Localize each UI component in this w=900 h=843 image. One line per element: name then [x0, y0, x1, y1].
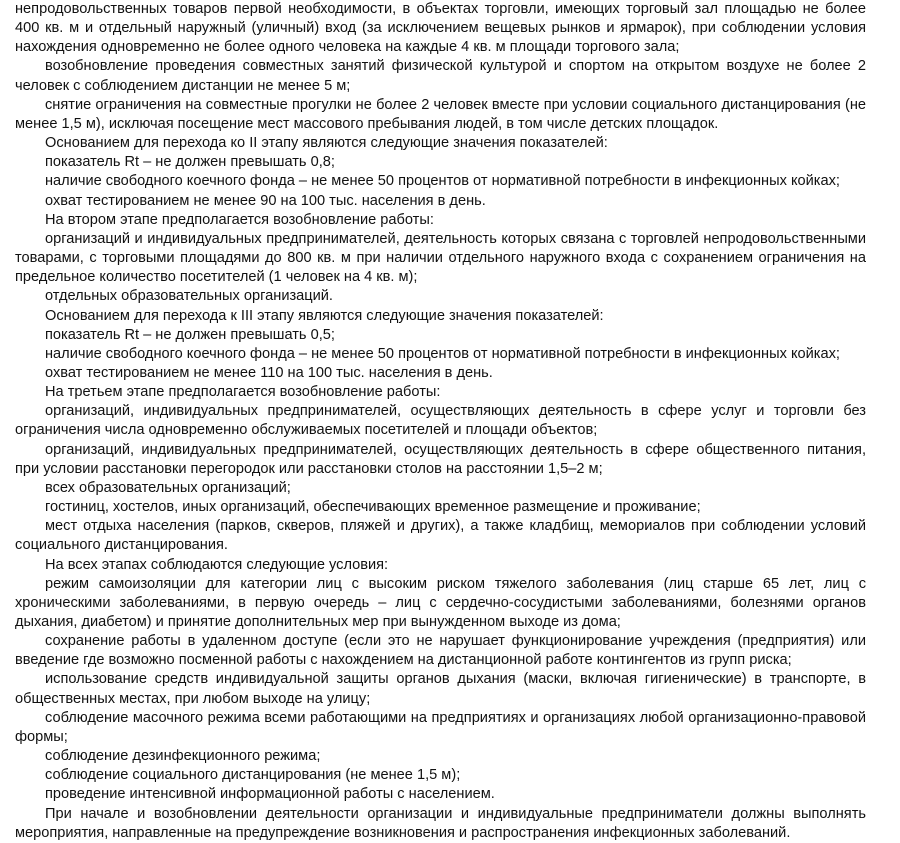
- paragraph-stage2-beds: наличие свободного коечного фонда – не менее 50 процентов от нормативной потребности в инфекционных койках;: [45, 173, 840, 190]
- paragraph-information-work: проведение интенсивной информационной работы с населением.: [45, 786, 495, 803]
- paragraph-disinfection: соблюдение дезинфекционного режима;: [45, 748, 321, 765]
- paragraph-stage3-testing: охват тестированием не менее 110 на 100 тыс. населения в день.: [45, 364, 493, 381]
- paragraph-stage3-education: всех образовательных организаций;: [45, 479, 291, 496]
- paragraph-mask-regime: соблюдение масочного режима всеми работающими на предприятиях и организациях любой организационно-правовой формы;: [15, 709, 866, 745]
- paragraph-social-distancing: соблюдение социального дистанцирования (не менее 1,5 м);: [45, 767, 461, 784]
- document-page: [15, 0, 866, 843]
- paragraph-all-stages-heading: На всех этапах соблюдаются следующие условия:: [45, 556, 389, 573]
- paragraph-stage2-retail: организаций и индивидуальных предпринимателей, деятельность которых связана с торговлей непродовольственными товарами, с торговыми площадями до 800 кв. м при наличии отдельного наружного входа с сохранением ограничения на предельное количество посетителей (1 человек на 4 кв. м);: [15, 230, 866, 286]
- paragraph-ppe: использование средств индивидуальной защиты органов дыхания (маски, включая гигиенические) в транспорте, в общественных местах, при любом выходе на улицу;: [15, 671, 866, 707]
- paragraph-remote-work: сохранение работы в удаленном доступе (если это не нарушает функционирование учреждения (предприятия) или введение где возможно посменной работы с нахождением на дистанционной работе контингентов из групп риска;: [15, 633, 866, 669]
- paragraph-stage3-beds: наличие свободного коечного фонда – не менее 50 процентов от нормативной потребности в инфекционных койках;: [45, 345, 840, 362]
- paragraph-stage3-recreation: мест отдыха населения (парков, скверов, пляжей и других), а также кладбищ, мемориалов при соблюдении условий социального дистанцирования.: [15, 518, 866, 554]
- paragraph-sports: возобновление проведения совместных занятий физической культурой и спортом на открытом воздухе не более 2 человек с соблюдением дистанции не менее 5 м;: [15, 58, 866, 94]
- paragraph-stage2-education: отдельных образовательных организаций.: [45, 288, 333, 305]
- paragraph-walks: снятие ограничения на совместные прогулки не более 2 человек вместе при условии социального дистанцирования (не менее 1,5 м), исключая посещение мест массового пребывания людей, в том числе детских площадок.: [15, 96, 866, 132]
- paragraph-stage3-catering: организаций, индивидуальных предпринимателей, осуществляющих деятельность в сфере общественного питания, при условии расстановки перегородок или расстановки столов на расстоянии 1,5–2 м;: [15, 441, 866, 477]
- paragraph-stage2-basis: Основанием для перехода ко II этапу являются следующие значения показателей:: [45, 135, 608, 152]
- paragraph-stage2-heading: На втором этапе предполагается возобновление работы:: [45, 211, 434, 228]
- paragraph-prevention-measures: При начале и возобновлении деятельности организации и индивидуальные предприниматели должны выполнять мероприятия, направленные на предупреждение возникновения и распространения инфекционных заболеваний.: [15, 805, 866, 841]
- paragraph-stage3-heading: На третьем этапе предполагается возобновление работы:: [45, 384, 441, 401]
- paragraph-retail-continuation: непродовольственных товаров первой необходимости, в объектах торговли, имеющих торговый зал площадью не более 400 кв. м и отдельный наружный (уличный) вход (за исключением вещевых рынков и ярмарок), при соблюдении условия нахождения одновременно не более одного человека на каждые 4 кв. м площади торгового зала;: [15, 1, 866, 56]
- paragraph-self-isolation: режим самоизоляции для категории лиц с высоким риском тяжелого заболевания (лиц старше 65 лет, лиц с хроническими заболеваниями, в первую очередь – лиц с сердечно-сосудистыми заболеваниями, болезнями органов дыхания, диабетом) и принятие дополнительных мер при вынужденном выходе из дома;: [15, 575, 866, 630]
- paragraph-stage3-basis: Основанием для перехода к III этапу являются следующие значения показателей:: [45, 307, 604, 324]
- paragraph-stage2-rt: показатель Rt – не должен превышать 0,8;: [45, 154, 335, 171]
- paragraph-stage3-rt: показатель Rt – не должен превышать 0,5;: [45, 326, 335, 343]
- paragraph-stage3-services: организаций, индивидуальных предпринимателей, осуществляющих деятельность в сфере услуг и торговли без ограничения числа одновременно обслуживаемых посетителей и площади объектов;: [15, 403, 866, 439]
- paragraph-stage3-hotels: гостиниц, хостелов, иных организаций, обеспечивающих временное размещение и проживание;: [45, 499, 701, 516]
- paragraph-stage2-testing: охват тестированием не менее 90 на 100 тыс. населения в день.: [45, 192, 486, 209]
